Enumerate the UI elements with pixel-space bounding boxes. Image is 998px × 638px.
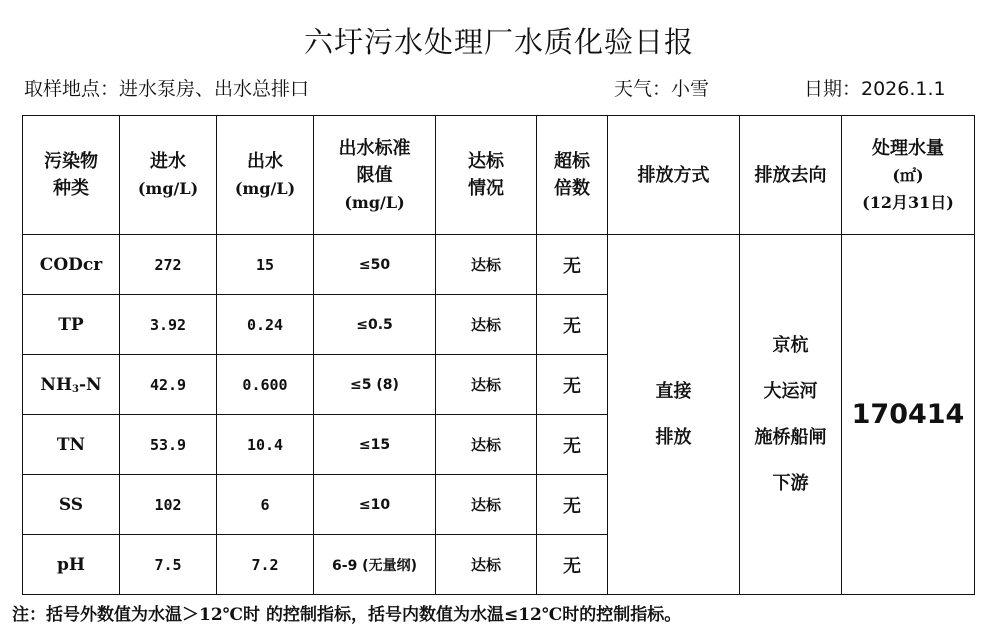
pollutant-cell: CODcr — [23, 235, 120, 295]
footnote: 注：括号外数值为水温＞12℃时 的控制指标，括号内数值为水温≤12℃时的控制指标。 — [12, 605, 682, 625]
status-cell: 达标 — [436, 475, 537, 535]
header-status: 达标 情况 — [436, 116, 537, 235]
influent-cell: 53.9 — [120, 415, 217, 475]
influent-cell: 3.92 — [120, 295, 217, 355]
header-effluent: 出水 (mg/L) — [217, 116, 314, 235]
limit-cell: 6-9 (无量纲) — [314, 535, 436, 595]
status-cell: 达标 — [436, 235, 537, 295]
status-cell: 达标 — [436, 535, 537, 595]
limit-cell: ≤5 (8) — [314, 355, 436, 415]
pollutant-cell: TN — [23, 415, 120, 475]
header-exceed: 超标 倍数 — [537, 116, 608, 235]
limit-cell: ≤0.5 — [314, 295, 436, 355]
weather: 天气：小雪 — [614, 78, 710, 100]
influent-cell: 7.5 — [120, 535, 217, 595]
pollutant-cell: NH3-N — [23, 355, 120, 415]
header-volume: 处理水量 (㎡) (12月31日) — [842, 116, 975, 235]
limit-cell: ≤50 — [314, 235, 436, 295]
status-cell: 达标 — [436, 415, 537, 475]
header-discharge-dest: 排放去向 — [740, 116, 842, 235]
discharge-dest-cell: 京杭 大运河 施桥船闸 下游 — [740, 235, 842, 595]
exceed-cell: 无 — [537, 415, 608, 475]
effluent-cell: 7.2 — [217, 535, 314, 595]
water-quality-table — [22, 115, 975, 595]
pollutant-cell: pH — [23, 535, 120, 595]
influent-cell: 102 — [120, 475, 217, 535]
influent-cell: 272 — [120, 235, 217, 295]
exceed-cell: 无 — [537, 295, 608, 355]
pollutant-cell: TP — [23, 295, 120, 355]
status-cell: 达标 — [436, 295, 537, 355]
header-limit: 出水标准 限值 (mg/L) — [314, 116, 436, 235]
status-cell: 达标 — [436, 355, 537, 415]
effluent-cell: 10.4 — [217, 415, 314, 475]
exceed-cell: 无 — [537, 535, 608, 595]
header-discharge-method: 排放方式 — [608, 116, 740, 235]
header-row — [23, 116, 975, 235]
exceed-cell: 无 — [537, 355, 608, 415]
header-pollutant: 污染物 种类 — [23, 116, 120, 235]
discharge-method-cell: 直接 排放 — [608, 235, 740, 595]
effluent-cell: 6 — [217, 475, 314, 535]
exceed-cell: 无 — [537, 475, 608, 535]
effluent-cell: 15 — [217, 235, 314, 295]
exceed-cell: 无 — [537, 235, 608, 295]
table-row — [23, 235, 975, 295]
effluent-cell: 0.24 — [217, 295, 314, 355]
header-influent: 进水 (mg/L) — [120, 116, 217, 235]
limit-cell: ≤10 — [314, 475, 436, 535]
influent-cell: 42.9 — [120, 355, 217, 415]
effluent-cell: 0.600 — [217, 355, 314, 415]
sampling-location: 取样地点：进水泵房、出水总排口 — [24, 78, 310, 100]
report-date: 日期：2026.1.1 — [804, 78, 946, 100]
limit-cell: ≤15 — [314, 415, 436, 475]
volume-cell: 170414 — [842, 235, 975, 595]
report-title: 六圩污水处理厂水质化验日报 — [303, 25, 694, 59]
pollutant-cell: SS — [23, 475, 120, 535]
